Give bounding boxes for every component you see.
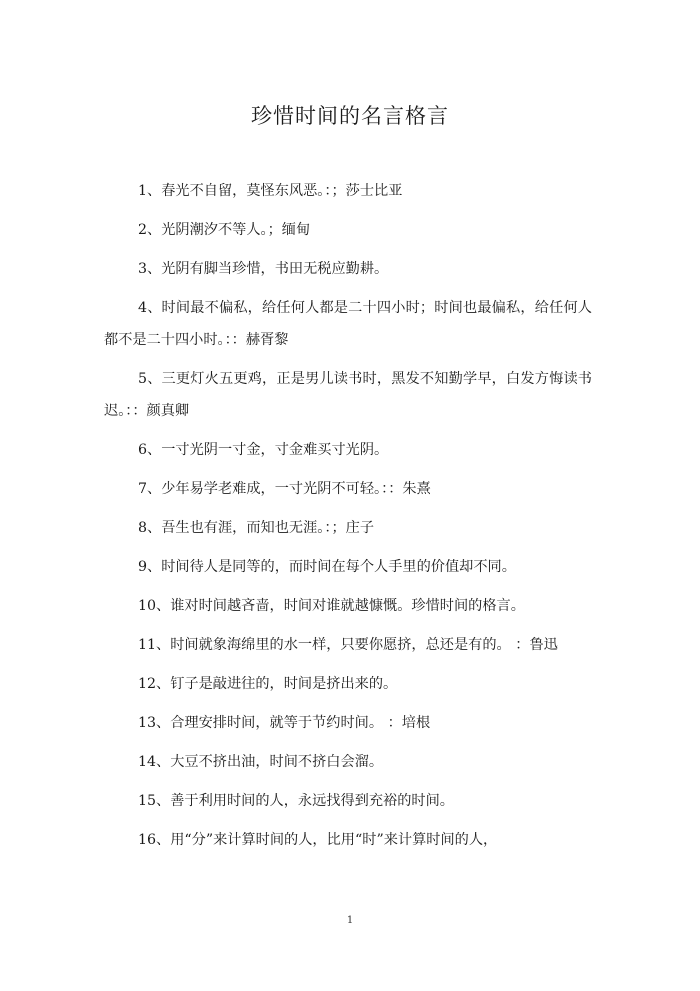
quote-item: 12、钉子是敲进往的，时间是挤出来的。 — [138, 676, 398, 692]
quote-item: 3、光阴有脚当珍惜，书田无税应勤耕。 — [138, 261, 389, 277]
quote-item: 1、春光不自留，莫怪东风恶。：；莎士比亚 — [138, 183, 403, 199]
quote-item: 2、光阴潮汐不等人。；缅甸 — [138, 222, 311, 238]
quote-item: 9、时间待人是同等的，而时间在每个人手里的价值却不同。 — [138, 559, 516, 575]
page-number: 1 — [346, 915, 354, 926]
document-title: 珍惜时间的名言格言 — [251, 104, 449, 128]
quote-item: 5、三更灯火五更鸡，正是男儿读书时，黑发不知勤学早，白发方悔读书迟。：：颜真卿 — [104, 371, 592, 419]
quote-item: 8、吾生也有涯，而知也无涯。：；庄子 — [138, 520, 375, 536]
quote-item: 15、善于利用时间的人，永远找得到充裕的时间。 — [138, 793, 454, 809]
quote-item: 14、大豆不挤出油，时间不挤白会溜。 — [138, 754, 384, 770]
quote-item: 4、时间最不偏私，给任何人都是二十四小时；时间也最偏私，给任何人都不是二十四小时。：：赫胥黎 — [104, 300, 592, 348]
quote-item: 7、少年易学老难成，一寸光阴不可轻。：：朱熹 — [138, 481, 431, 497]
quote-item: 13、合理安排时间，就等于节约时间。 ：培根 — [138, 715, 431, 731]
quote-item: 10、谁对时间越吝啬，时间对谁就越慷慨。珍惜时间的格言。 — [138, 598, 525, 614]
quote-item: 6、一寸光阴一寸金，寸金难买寸光阴。 — [138, 442, 389, 458]
quote-item: 16、用“分”来计算时间的人，比用“时”来计算时间的人， — [138, 832, 498, 848]
quote-list — [104, 175, 592, 863]
quote-item: 11、时间就象海绵里的水一样，只要你愿挤，总还是有的。 ：鲁迅 — [138, 637, 558, 653]
